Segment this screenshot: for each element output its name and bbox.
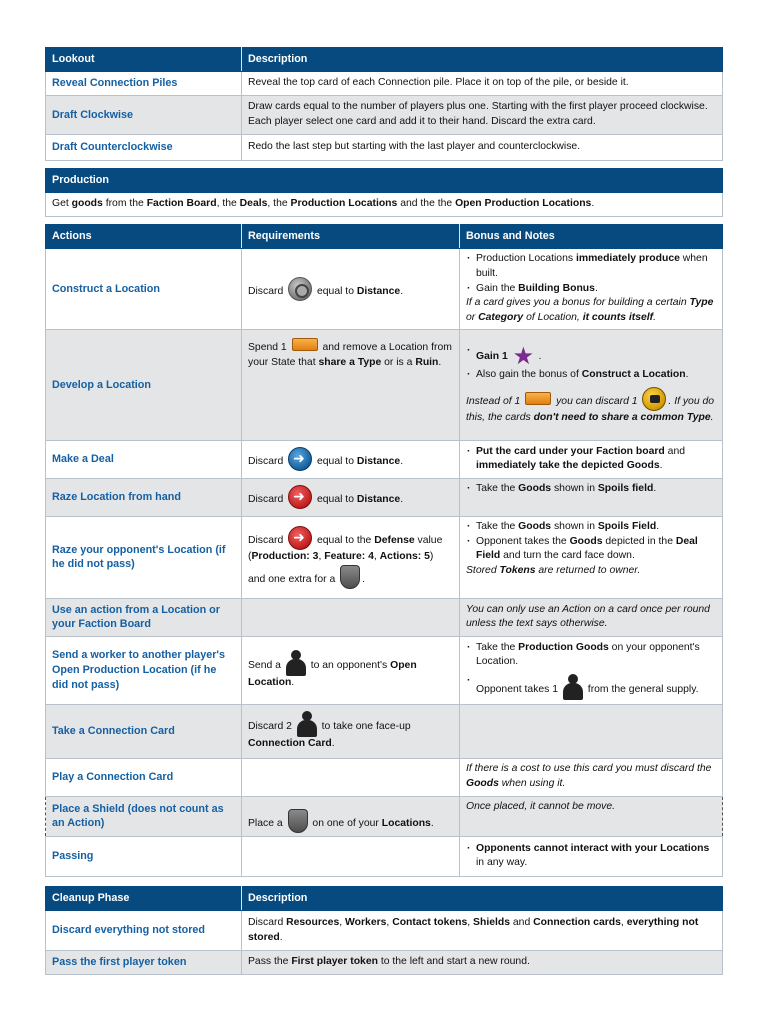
table-row: [46, 329, 723, 440]
action-name: Take a Connection Card: [46, 704, 242, 758]
row-desc: Redo the last step but starting with the last player and counterclockwise.: [242, 135, 723, 161]
production-row: [46, 193, 723, 217]
description-header: Description: [242, 48, 723, 72]
action-bonus: If there is a cost to use this card you must discard the Goods when using it.: [460, 758, 723, 796]
production-table: [45, 168, 723, 217]
action-name: Construct a Location: [46, 249, 242, 330]
worker-icon: [563, 674, 583, 700]
red-arrow-card-icon: [288, 485, 312, 509]
description-header: Description: [242, 887, 723, 911]
row-name: Pass the first player token: [46, 951, 242, 975]
action-name: Play a Connection Card: [46, 758, 242, 796]
action-name: Passing: [46, 836, 242, 876]
action-req: Spend 1 and remove a Location from your State that share a Type or is a Ruin.: [242, 329, 460, 440]
table-row: [46, 636, 723, 704]
action-bonus: Once placed, it cannot be move.: [460, 796, 723, 836]
row-desc: Draw cards equal to the number of players plus one. Starting with the first player proceed clockwise. Each player select one card and add it to their hand. Discard the extra card.: [242, 96, 723, 135]
action-req: [242, 758, 460, 796]
brick-resource-icon: [292, 338, 318, 351]
table-row: [46, 704, 723, 758]
action-name: Develop a Location: [46, 329, 242, 440]
table-row: [46, 951, 723, 975]
worker-icon: [286, 650, 306, 676]
brick-resource-icon: [525, 392, 551, 405]
action-req: Discard ➜ equal to the Defense value (Production: 3, Feature: 4, Actions: 5) and one extra for a .: [242, 516, 460, 598]
action-req: [242, 836, 460, 876]
table-row: [46, 836, 723, 876]
actions-header-row: [46, 225, 723, 249]
blue-arrow-card-icon: [288, 447, 312, 471]
action-bonus: · Take the Production Goods on your opponent's Location. · Opponent takes 1 from the general supply.: [460, 636, 723, 704]
action-bonus: · Opponents cannot interact with your Locations in any way.: [460, 836, 723, 876]
table-row: [46, 478, 723, 516]
production-header: Production: [46, 169, 723, 193]
action-req: Place a on one of your Locations.: [242, 796, 460, 836]
action-bonus: · Take the Goods shown in Spoils field.: [460, 478, 723, 516]
row-name: Draft Clockwise: [46, 96, 242, 135]
table-row: [46, 249, 723, 330]
row-name: Discard everything not stored: [46, 911, 242, 951]
action-name: Raze Location from hand: [46, 478, 242, 516]
shield-token-icon: [288, 809, 308, 833]
shield-token-icon: [340, 565, 360, 589]
red-arrow-card-icon: [288, 526, 312, 550]
action-bonus: You can only use an Action on a card once per round unless the text says otherwise.: [460, 598, 723, 636]
table-row: [46, 516, 723, 598]
action-name: Use an action from a Location or your Faction Board: [46, 598, 242, 636]
action-req: Discard ➜ equal to Distance.: [242, 478, 460, 516]
gear-card-icon: [288, 277, 312, 301]
table-row: [46, 135, 723, 161]
bonus-header: Bonus and Notes: [460, 225, 723, 249]
table-row: [46, 72, 723, 96]
purple-star-icon: ★: [512, 342, 535, 371]
lookout-header: Lookout: [46, 48, 242, 72]
gold-coin-icon: [642, 387, 666, 411]
action-req: [242, 598, 460, 636]
table-row: [46, 758, 723, 796]
worker-icon: [297, 711, 317, 737]
row-name: Reveal Connection Piles: [46, 72, 242, 96]
cleanup-header-row: [46, 887, 723, 911]
row-desc: Reveal the top card of each Connection pile. Place it on top of the pile, or beside it.: [242, 72, 723, 96]
table-row: [46, 598, 723, 636]
action-req: Discard equal to Distance.: [242, 249, 460, 330]
row-name: Draft Counterclockwise: [46, 135, 242, 161]
action-req: Discard 2 to take one face-up Connection Card.: [242, 704, 460, 758]
row-desc: Discard Resources, Workers, Contact tokens, Shields and Connection cards, everything not stored.: [242, 911, 723, 951]
action-bonus: · Take the Goods shown in Spoils Field. · Opponent takes the Goods depicted in the Deal Field and turn the card face down. Stored Tokens are returned to owner.: [460, 516, 723, 598]
action-bonus: · Gain 1 ★ . · Also gain the bonus of Construct a Location. Instead of 1 you can discard 1 . If you do this, the cards don't need to share a common Type.: [460, 329, 723, 440]
row-desc: Pass the First player token to the left and start a new round.: [242, 951, 723, 975]
table-row: [46, 796, 723, 836]
table-row: [46, 96, 723, 135]
action-name: Make a Deal: [46, 440, 242, 478]
action-bonus: · Production Locations immediately produce when built. · Gain the Building Bonus. If a card gives you a bonus for building a certain Type or Category of Location, it counts itself.: [460, 249, 723, 330]
actions-table: [45, 224, 723, 877]
action-bonus: · Put the card under your Faction board and immediately take the depicted Goods.: [460, 440, 723, 478]
lookout-header-row: [46, 48, 723, 72]
action-name: Raze your opponent's Location (if he did not pass): [46, 516, 242, 598]
cleanup-header: Cleanup Phase: [46, 887, 242, 911]
requirements-header: Requirements: [242, 225, 460, 249]
lookout-table: [45, 47, 723, 161]
production-text: Get goods from the Faction Board, the Deals, the Production Locations and the the Open Production Locations.: [46, 193, 723, 217]
action-name: Place a Shield (does not count as an Action): [46, 796, 242, 836]
table-row: [46, 440, 723, 478]
action-name: Send a worker to another player's Open Production Location (if he did not pass): [46, 636, 242, 704]
action-bonus: [460, 704, 723, 758]
action-req: Send a to an opponent's Open Location.: [242, 636, 460, 704]
production-header-row: [46, 169, 723, 193]
cleanup-table: [45, 886, 723, 975]
action-req: Discard ➜ equal to Distance.: [242, 440, 460, 478]
table-row: [46, 911, 723, 951]
actions-header: Actions: [46, 225, 242, 249]
